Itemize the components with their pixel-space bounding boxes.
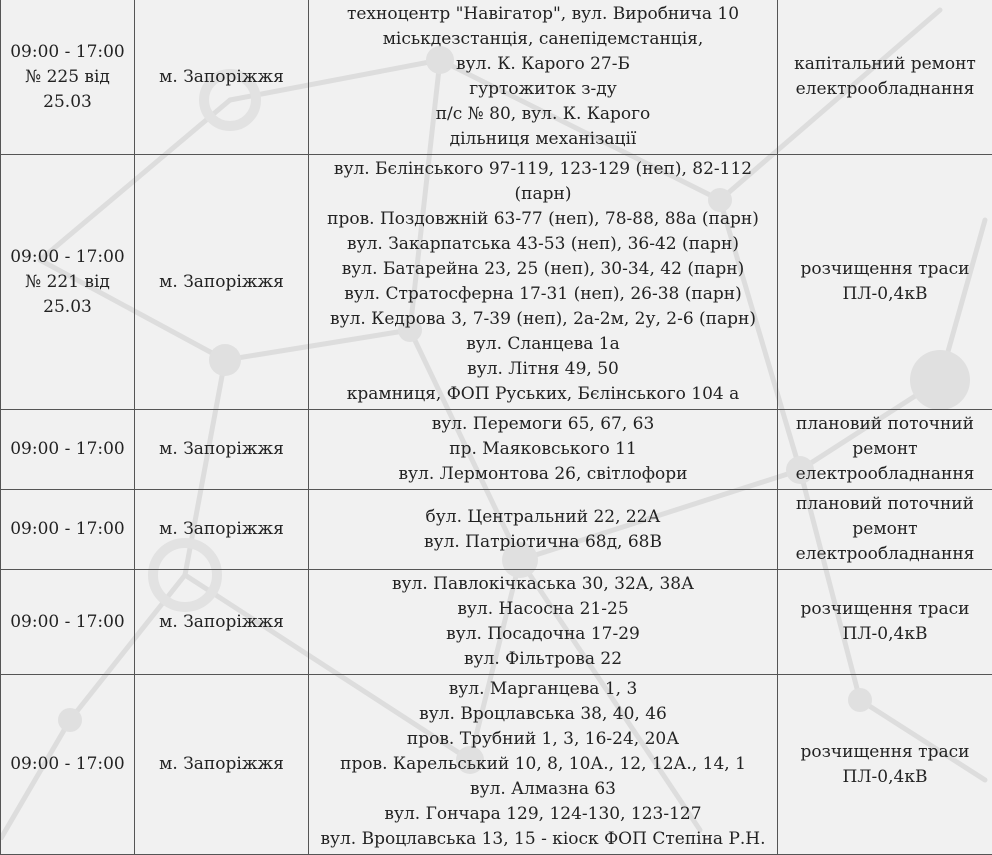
address-cell	[309, 155, 778, 410]
time-cell-line: № 221 від	[5, 270, 130, 295]
time-cell	[1, 675, 135, 855]
work-type-cell	[778, 490, 992, 570]
address-cell-line: вул. Перемоги 65, 67, 63	[313, 412, 773, 437]
time-cell-line: 09:00 - 17:00	[5, 752, 130, 777]
work-type-cell-line: ремонт	[782, 437, 988, 462]
time-cell-line: 25.03	[5, 90, 130, 115]
address-cell-line: вул. Гончара 129, 124-130, 123-127	[313, 802, 773, 827]
time-cell-line: № 225 від	[5, 65, 130, 90]
address-cell	[309, 0, 778, 155]
work-type-cell	[778, 570, 992, 675]
time-cell	[1, 570, 135, 675]
address-cell-line: вул. Марганцева 1, 3	[313, 677, 773, 702]
address-cell-line: дільниця механізації	[313, 127, 773, 152]
address-cell-line: вул. Бєлінського 97-119, 123-129 (неп), 82-112	[313, 157, 773, 182]
time-cell-line: 09:00 - 17:00	[5, 245, 130, 270]
address-cell	[309, 490, 778, 570]
address-cell-line: гуртожиток з-ду	[313, 77, 773, 102]
work-type-cell-line: розчищення траси	[782, 740, 988, 765]
work-type-cell-line: ПЛ-0,4кВ	[782, 765, 988, 790]
work-type-cell	[778, 155, 992, 410]
work-type-cell	[778, 0, 992, 155]
address-cell	[309, 675, 778, 855]
schedule-rows	[1, 0, 992, 855]
address-cell-line: вул. Вроцлавська 38, 40, 46	[313, 702, 773, 727]
address-cell-line: вул. Патріотична 68д, 68В	[313, 530, 773, 555]
address-cell-line: пр. Маяковського 11	[313, 437, 773, 462]
address-cell-line: вул. Батарейна 23, 25 (неп), 30-34, 42 (парн)	[313, 257, 773, 282]
work-type-cell-line: ПЛ-0,4кВ	[782, 622, 988, 647]
time-cell	[1, 0, 135, 155]
city-cell	[135, 0, 309, 155]
work-type-cell	[778, 675, 992, 855]
city-label: м. Запоріжжя	[159, 439, 284, 459]
city-cell	[135, 410, 309, 490]
time-cell	[1, 490, 135, 570]
city-cell	[135, 570, 309, 675]
table-row	[1, 675, 992, 855]
address-cell-line: вул. Посадочна 17-29	[313, 622, 773, 647]
city-label: м. Запоріжжя	[159, 754, 284, 774]
city-label: м. Запоріжжя	[159, 612, 284, 632]
work-type-cell-line: плановий поточний	[782, 492, 988, 517]
address-cell-line: вул. Алмазна 63	[313, 777, 773, 802]
address-cell	[309, 570, 778, 675]
address-cell-line: бул. Центральний 22, 22А	[313, 505, 773, 530]
time-cell	[1, 155, 135, 410]
work-type-cell-line: плановий поточний	[782, 412, 988, 437]
work-type-cell-line: розчищення траси	[782, 257, 988, 282]
address-cell-line: вул. Насосна 21-25	[313, 597, 773, 622]
work-type-cell-line: електрообладнання	[782, 462, 988, 487]
table-row	[1, 0, 992, 155]
address-cell-line: вул. Сланцева 1а	[313, 332, 773, 357]
work-type-cell-line: ремонт	[782, 517, 988, 542]
address-cell-line: міськдезстанція, санепідемстанція,	[313, 27, 773, 52]
work-type-cell-line: капітальний ремонт	[782, 52, 988, 77]
table-row	[1, 490, 992, 570]
city-cell	[135, 675, 309, 855]
table-row	[1, 155, 992, 410]
address-cell-line: вул. Фільтрова 22	[313, 647, 773, 672]
address-cell-line: пров. Трубний 1, 3, 16-24, 20А	[313, 727, 773, 752]
city-label: м. Запоріжжя	[159, 67, 284, 87]
address-cell-line: крамниця, ФОП Руських, Бєлінського 104 а	[313, 382, 773, 407]
time-cell-line: 09:00 - 17:00	[5, 40, 130, 65]
address-cell-line: вул. Вроцлавська 13, 15 - кіоск ФОП Степіна Р.Н.	[313, 827, 773, 852]
address-cell	[309, 410, 778, 490]
work-type-cell-line: електрообладнання	[782, 542, 988, 567]
address-cell-line: п/с № 80, вул. К. Карого	[313, 102, 773, 127]
address-cell-line: техноцентр "Навігатор", вул. Виробнича 10	[313, 2, 773, 27]
time-cell	[1, 410, 135, 490]
city-label: м. Запоріжжя	[159, 519, 284, 539]
work-type-cell-line: ПЛ-0,4кВ	[782, 282, 988, 307]
time-cell-line: 09:00 - 17:00	[5, 437, 130, 462]
table-row	[1, 570, 992, 675]
address-cell-line: вул. К. Карого 27-Б	[313, 52, 773, 77]
work-type-cell-line: електрообладнання	[782, 77, 988, 102]
address-cell-line: пров. Карельський 10, 8, 10А., 12, 12А., 14, 1	[313, 752, 773, 777]
address-cell-line: вул. Літня 49, 50	[313, 357, 773, 382]
time-cell-line: 09:00 - 17:00	[5, 517, 130, 542]
city-cell	[135, 490, 309, 570]
address-cell-line: пров. Поздовжній 63-77 (неп), 78-88, 88а (парн)	[313, 207, 773, 232]
city-label: м. Запоріжжя	[159, 272, 284, 292]
address-cell-line: вул. Закарпатська 43-53 (неп), 36-42 (парн)	[313, 232, 773, 257]
table-row	[1, 410, 992, 490]
work-type-cell	[778, 410, 992, 490]
work-type-cell-line: розчищення траси	[782, 597, 988, 622]
address-cell-line: вул. Павлокічкаська 30, 32А, 38А	[313, 572, 773, 597]
address-cell-line: вул. Кедрова 3, 7-39 (неп), 2а-2м, 2у, 2-6 (парн)	[313, 307, 773, 332]
city-cell	[135, 155, 309, 410]
time-cell-line: 09:00 - 17:00	[5, 610, 130, 635]
address-cell-line: вул. Лермонтова 26, світлофори	[313, 462, 773, 487]
time-cell-line: 25.03	[5, 295, 130, 320]
address-cell-line: (парн)	[313, 182, 773, 207]
address-cell-line: вул. Стратосферна 17-31 (неп), 26-38 (парн)	[313, 282, 773, 307]
